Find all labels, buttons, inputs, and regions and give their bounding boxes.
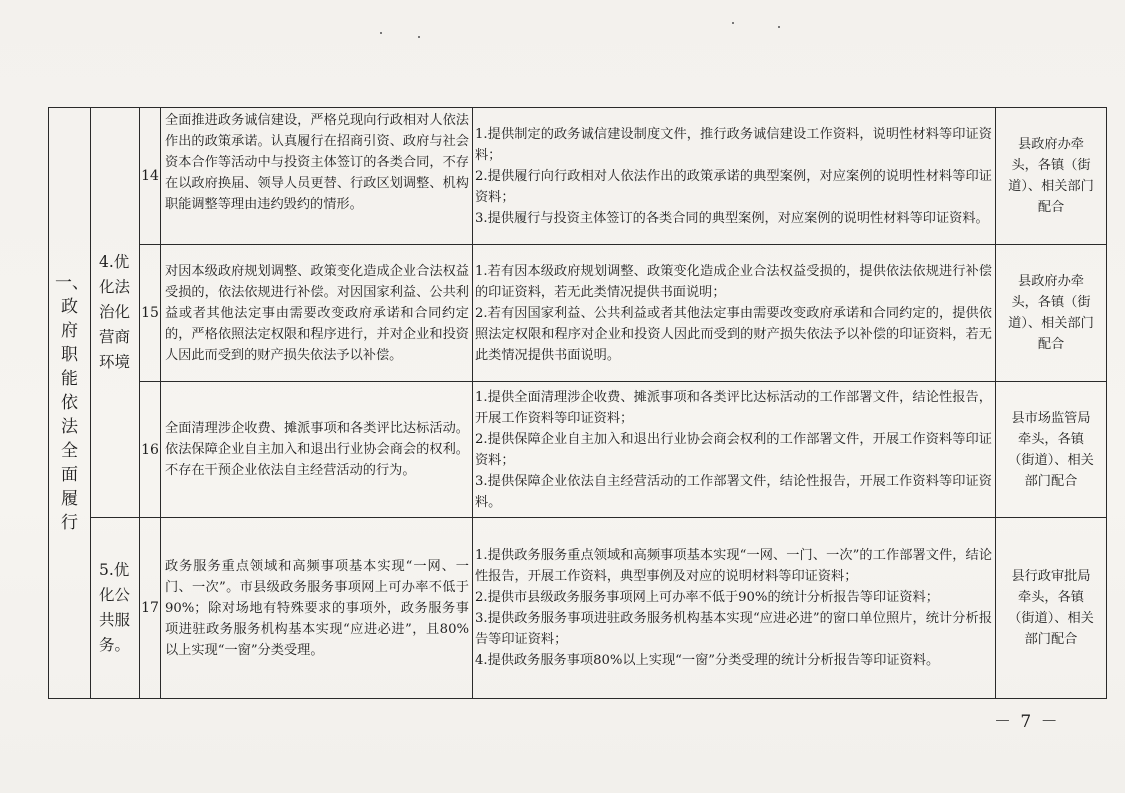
material-item: 1.提供制定的政务诚信建设制度文件，推行政务诚信建设工作资料，说明性材料等印证资料； bbox=[475, 126, 992, 163]
table-row bbox=[49, 518, 1107, 699]
assessment-table bbox=[48, 107, 1107, 699]
responsible-unit: 县市场监管局牵头，各镇（街道）、相关部门配合 bbox=[996, 382, 1107, 518]
table-row bbox=[49, 108, 1107, 245]
row-number: 14 bbox=[140, 108, 161, 245]
page-number: － 7 － bbox=[994, 712, 1060, 732]
subcategory-cell bbox=[91, 108, 140, 518]
material-item: 1.提供政务服务重点领域和高频事项基本实现“一网、一门、一次”的工作部署文件，结论性报告，开展工作资料，典型事例及对应的说明材料等印证资料； bbox=[475, 548, 992, 584]
scan-speck bbox=[732, 22, 734, 24]
material-item: 1.若有因本级政府规划调整、政策变化造成企业合法权益受损的，提供依法依规进行补偿的印证资料，若无此类情况提供书面说明； bbox=[475, 263, 992, 300]
scan-speck bbox=[380, 32, 382, 34]
subcategory-cell bbox=[91, 518, 140, 699]
material-item: 3.提供履行与投资主体签订的各类合同的典型案例，对应案例的说明性材料等印证资料。 bbox=[475, 210, 989, 226]
requirement-text: 对因本级政府规划调整、政策变化造成企业合法权益受损的，依法依规进行补偿。对因国家利益、公共利益或者其他法定事由需要改变政府承诺和合同约定的，严格依照法定权限和程序进行，并对企业和投资人因此而受到的财产损失依法予以补偿。 bbox=[161, 245, 473, 382]
materials-cell bbox=[473, 518, 996, 699]
scan-speck bbox=[418, 36, 420, 38]
table-row bbox=[49, 382, 1107, 518]
materials-cell bbox=[473, 382, 996, 518]
row-number: 16 bbox=[140, 382, 161, 518]
subcategory-label: 5.优化公共服务。 bbox=[99, 561, 131, 654]
materials-cell bbox=[473, 108, 996, 245]
scan-speck bbox=[778, 26, 780, 28]
row-number: 17 bbox=[140, 518, 161, 699]
materials-cell bbox=[473, 245, 996, 382]
material-item: 4.提供政务服务事项80%以上实现“一窗”分类受理的统计分析报告等印证资料。 bbox=[475, 653, 940, 668]
subcategory-label: 4.优化法治化营商环境 bbox=[99, 253, 131, 371]
material-item: 2.提供市县级政务服务事项网上可办率不低于90%的统计分析报告等印证资料； bbox=[475, 590, 939, 605]
category-label: 一、政府职能依法全面履行 bbox=[55, 273, 89, 533]
table-row bbox=[49, 245, 1107, 382]
material-item: 2.若有因国家利益、公共利益或者其他法定事由需要改变政府承诺和合同约定的，提供依照法定权限和程序对企业和投资人因此而受到的财产损失依法予以补偿的印证资料，若无此类情况提供书面说明。 bbox=[475, 305, 992, 363]
category-cell bbox=[49, 108, 91, 699]
row-number: 15 bbox=[140, 245, 161, 382]
material-item: 2.提供履行向行政相对人依法作出的政策承诺的典型案例，对应案例的说明性材料等印证资料； bbox=[475, 168, 992, 205]
material-item: 3.提供保障企业依法自主经营活动的工作部署文件，结论性报告，开展工作资料等印证资料。 bbox=[475, 473, 992, 510]
material-item: 2.提供保障企业自主加入和退出行业协会商会权利的工作部署文件，开展工作资料等印证资料； bbox=[475, 431, 992, 468]
requirement-text: 政务服务重点领域和高频事项基本实现“一网、一门、一次”。市县级政务服务事项网上可办率不低于90%；除对场地有特殊要求的事项外，政务服务事项进驻政务服务机构基本实现“应进必进”，且80%以上实现“一窗”分类受理。 bbox=[161, 518, 473, 699]
requirement-text: 全面清理涉企收费、摊派事项和各类评比达标活动。依法保障企业自主加入和退出行业协会商会的权利。不存在干预企业依法自主经营活动的行为。 bbox=[161, 382, 473, 518]
material-item: 3.提供政务服务事项进驻政务服务机构基本实现“应进必进”的窗口单位照片，统计分析报告等印证资料； bbox=[475, 611, 992, 647]
material-item: 1.提供全面清理涉企收费、摊派事项和各类评比达标活动的工作部署文件，结论性报告，开展工作资料等印证资料； bbox=[475, 389, 992, 426]
requirement-text: 全面推进政务诚信建设，严格兑现向行政相对人依法作出的政策承诺。认真履行在招商引资、政府与社会资本合作等活动中与投资主体签订的各类合同，不存在以政府换届、领导人员更替、行政区划调整、机构职能调整等理由违约毁约的情形。 bbox=[161, 108, 473, 245]
responsible-unit: 县政府办牵头，各镇（街道）、相关部门配合 bbox=[996, 245, 1107, 382]
responsible-unit: 县政府办牵头，各镇（街道）、相关部门配合 bbox=[996, 108, 1107, 245]
responsible-unit: 县行政审批局牵头，各镇（街道）、相关部门配合 bbox=[996, 518, 1107, 699]
